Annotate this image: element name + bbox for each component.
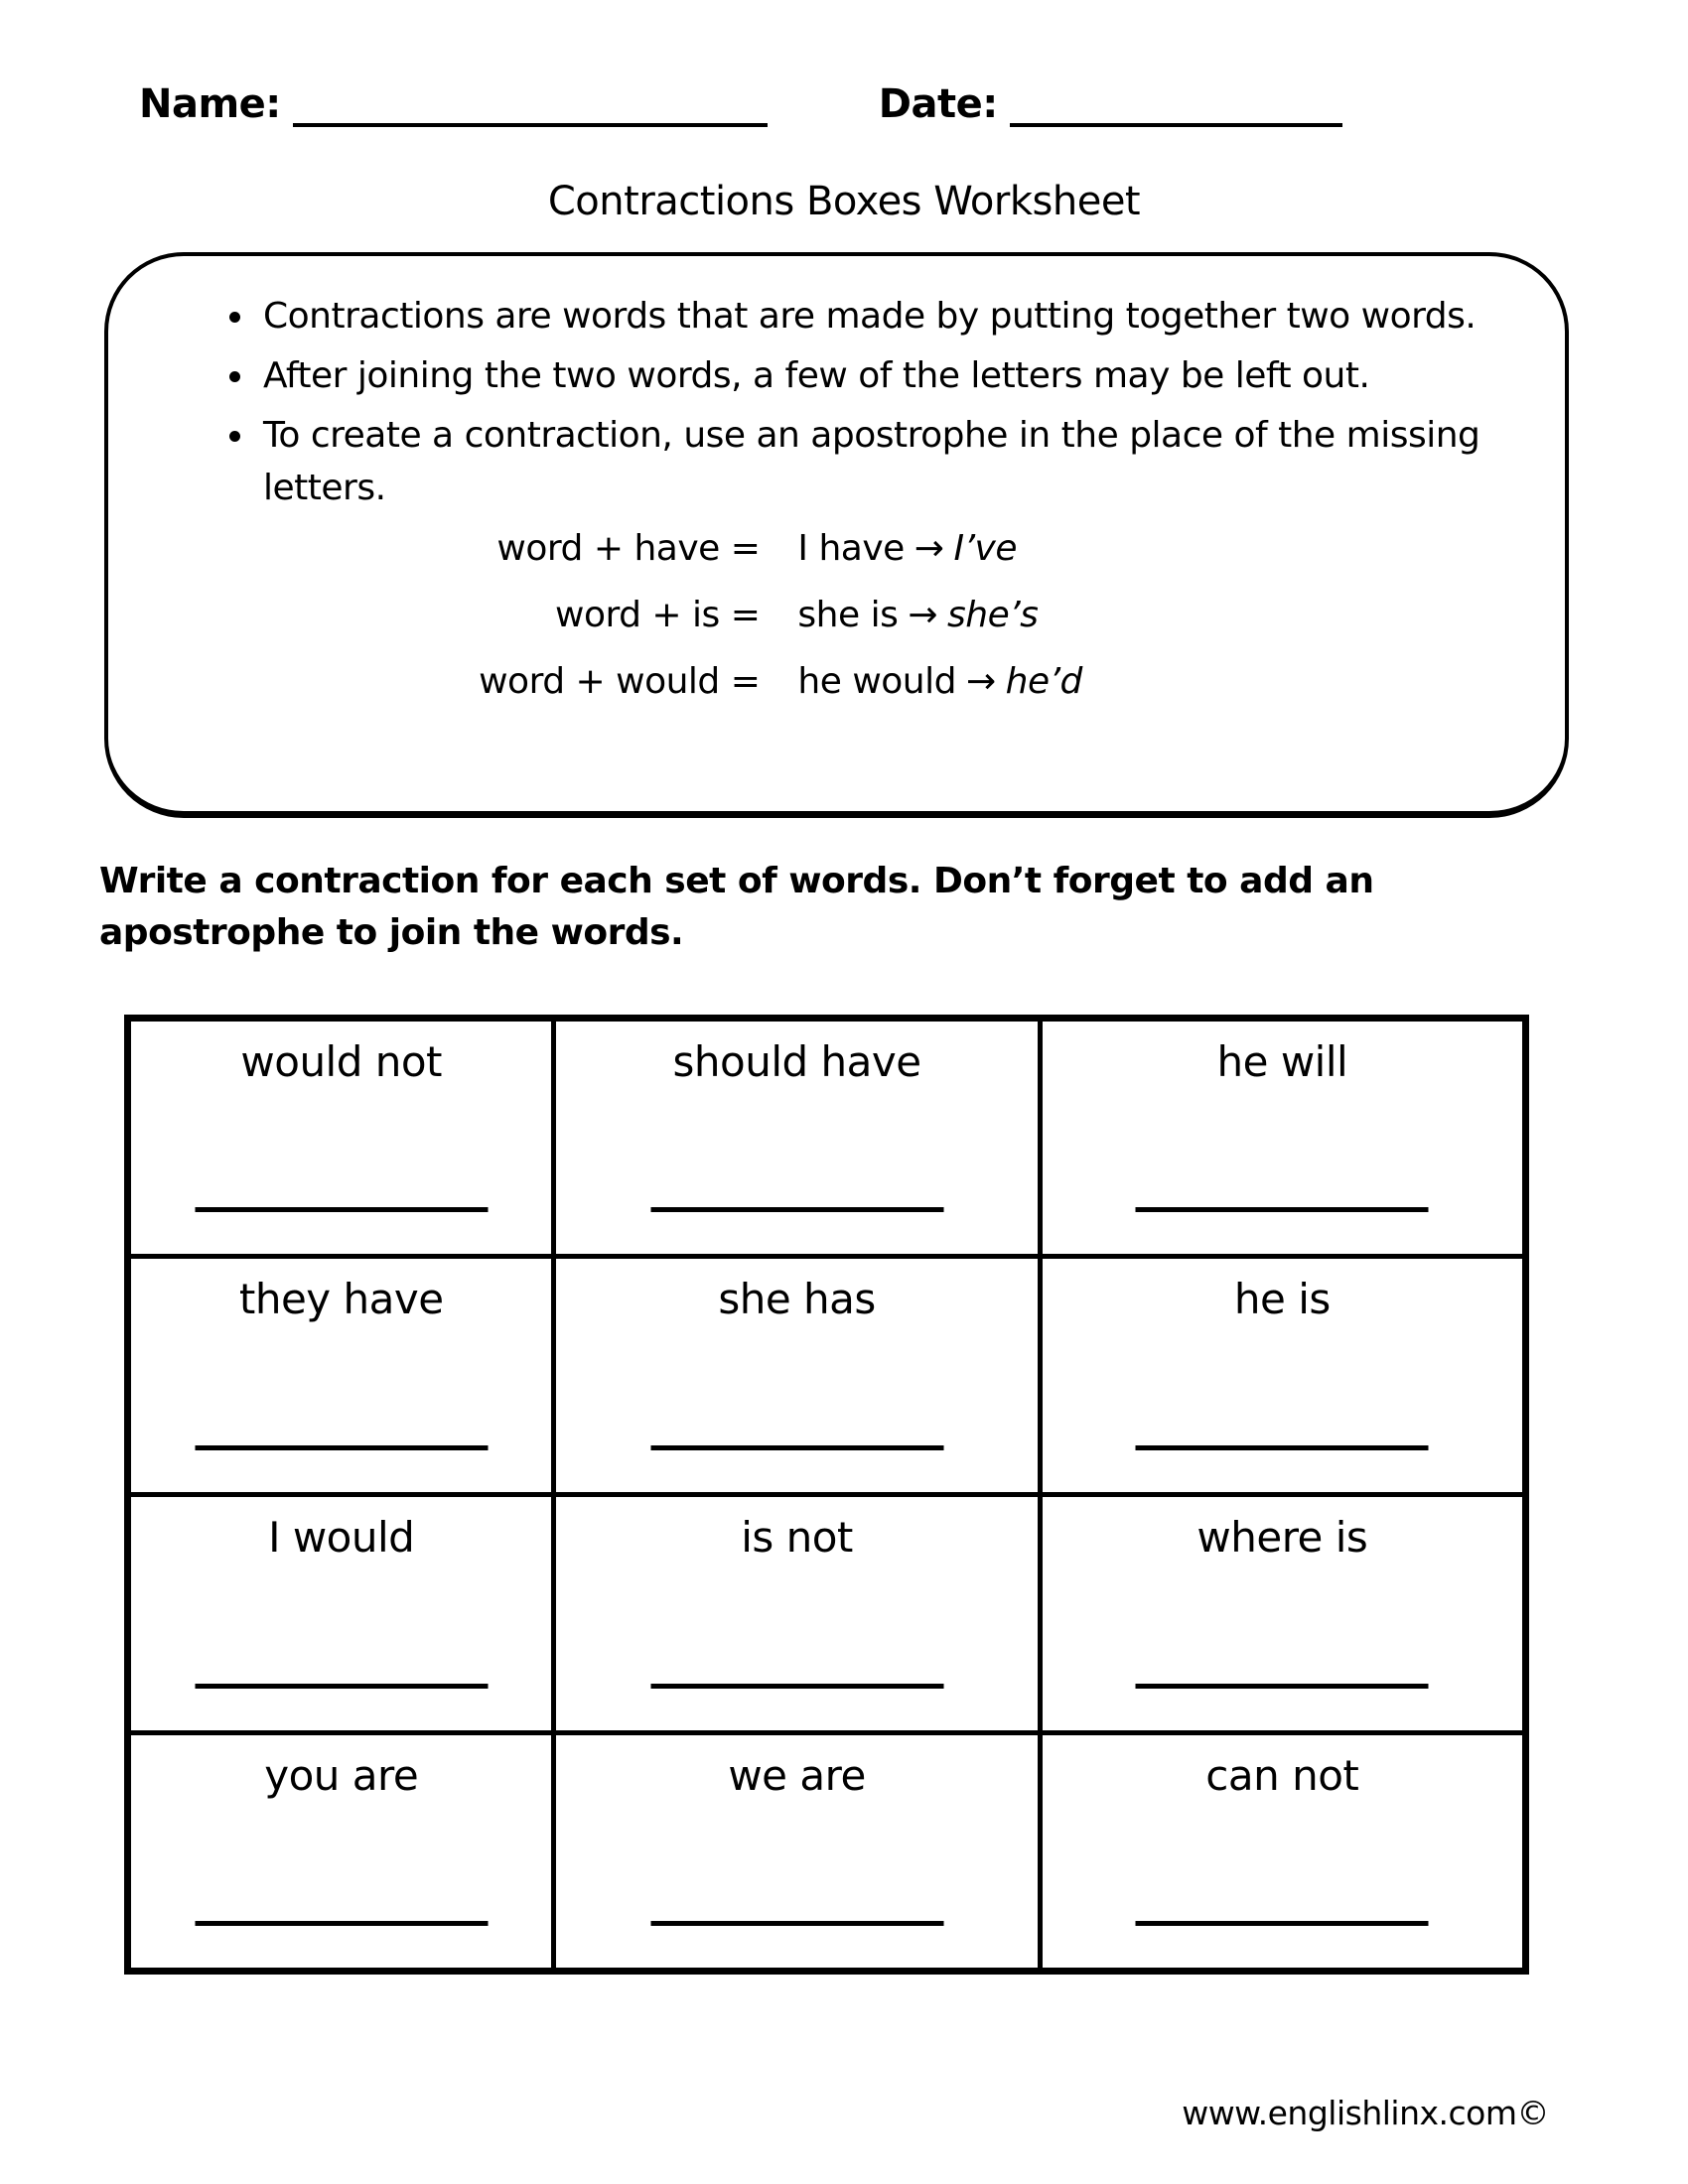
example-formula: word + is = (555, 595, 761, 635)
word-pair: can not (1205, 1751, 1359, 1800)
header (139, 81, 1688, 127)
answer-blank[interactable] (195, 1207, 488, 1212)
grid-cell-would-not (128, 1019, 554, 1257)
example-expansion: he would (797, 661, 956, 702)
example-result (797, 528, 1017, 569)
answer-blank[interactable] (195, 1921, 488, 1926)
date-field (879, 81, 1342, 127)
example-list (108, 528, 1525, 702)
info-box (104, 252, 1569, 818)
answer-blank[interactable] (1136, 1684, 1429, 1689)
example-result (797, 661, 1081, 702)
grid-cell-she-has (554, 1257, 1040, 1495)
answer-blank[interactable] (650, 1921, 943, 1926)
answer-blank[interactable] (1136, 1445, 1429, 1450)
grid-cell-where-is (1040, 1495, 1525, 1733)
bullet-item-2: • After joining the two words, a few of the letters may be left out. (257, 349, 1525, 402)
arrow-icon: → (965, 661, 996, 702)
answer-blank[interactable] (195, 1684, 488, 1689)
grid-row-2 (128, 1257, 1526, 1495)
date-input-line[interactable] (1010, 81, 1342, 127)
grid-cell-we-are (554, 1733, 1040, 1972)
name-input-line[interactable] (293, 81, 768, 127)
word-pair: he is (1233, 1275, 1331, 1323)
answer-blank[interactable] (195, 1445, 488, 1450)
word-pair: where is (1196, 1513, 1368, 1562)
website-credit: www.englishlinx.com© (1182, 2094, 1549, 2132)
example-contraction: he’d (1005, 661, 1082, 702)
example-contraction: I’ve (953, 528, 1017, 569)
bullet-list (108, 290, 1525, 514)
example-result (797, 595, 1038, 635)
word-pair: we are (728, 1751, 866, 1800)
grid-row-1 (128, 1019, 1526, 1257)
example-formula: word + have = (496, 528, 761, 569)
example-formula: word + would = (479, 661, 761, 702)
grid-cell-i-would (128, 1495, 554, 1733)
example-row-would (108, 661, 1525, 702)
word-pair: would not (240, 1037, 443, 1086)
grid-row-3 (128, 1495, 1526, 1733)
grid-cell-he-is (1040, 1257, 1525, 1495)
word-pair: he will (1216, 1037, 1348, 1086)
word-pair: is not (741, 1513, 853, 1562)
name-label: Name: (139, 81, 281, 127)
grid-cell-you-are (128, 1733, 554, 1972)
example-expansion: I have (797, 528, 905, 569)
answer-blank[interactable] (650, 1445, 943, 1450)
grid-cell-is-not (554, 1495, 1040, 1733)
example-row-have (108, 528, 1525, 569)
grid-cell-he-will (1040, 1019, 1525, 1257)
example-expansion: she is (797, 595, 899, 635)
word-pair: I would (268, 1513, 415, 1562)
footer (1182, 2094, 1549, 2132)
grid-cell-they-have (128, 1257, 554, 1495)
word-pair: you are (264, 1751, 419, 1800)
arrow-icon: → (908, 595, 937, 635)
instructions-text: Write a contraction for each set of words. Don’t forget to add an apostrophe to join the words. (99, 861, 1374, 953)
example-contraction: she’s (947, 595, 1039, 635)
contractions-grid (124, 1015, 1529, 1975)
answer-blank[interactable] (1136, 1207, 1429, 1212)
page-title: Contractions Boxes Worksheet (547, 179, 1141, 224)
word-pair: they have (238, 1275, 444, 1323)
word-pair: she has (718, 1275, 876, 1323)
answer-blank[interactable] (1136, 1921, 1429, 1926)
arrow-icon: → (914, 528, 944, 569)
grid-cell-can-not (1040, 1733, 1525, 1972)
bullet-item-1: • Contractions are words that are made by putting together two words. (257, 290, 1525, 342)
grid-cell-should-have (554, 1019, 1040, 1257)
grid-row-4 (128, 1733, 1526, 1972)
bullet-item-3: • To create a contraction, use an apostrophe in the place of the missing letters. (257, 409, 1525, 514)
example-row-is (108, 595, 1525, 635)
word-pair: should have (672, 1037, 921, 1086)
answer-blank[interactable] (650, 1207, 943, 1212)
date-label: Date: (878, 81, 998, 127)
answer-blank[interactable] (650, 1684, 943, 1689)
